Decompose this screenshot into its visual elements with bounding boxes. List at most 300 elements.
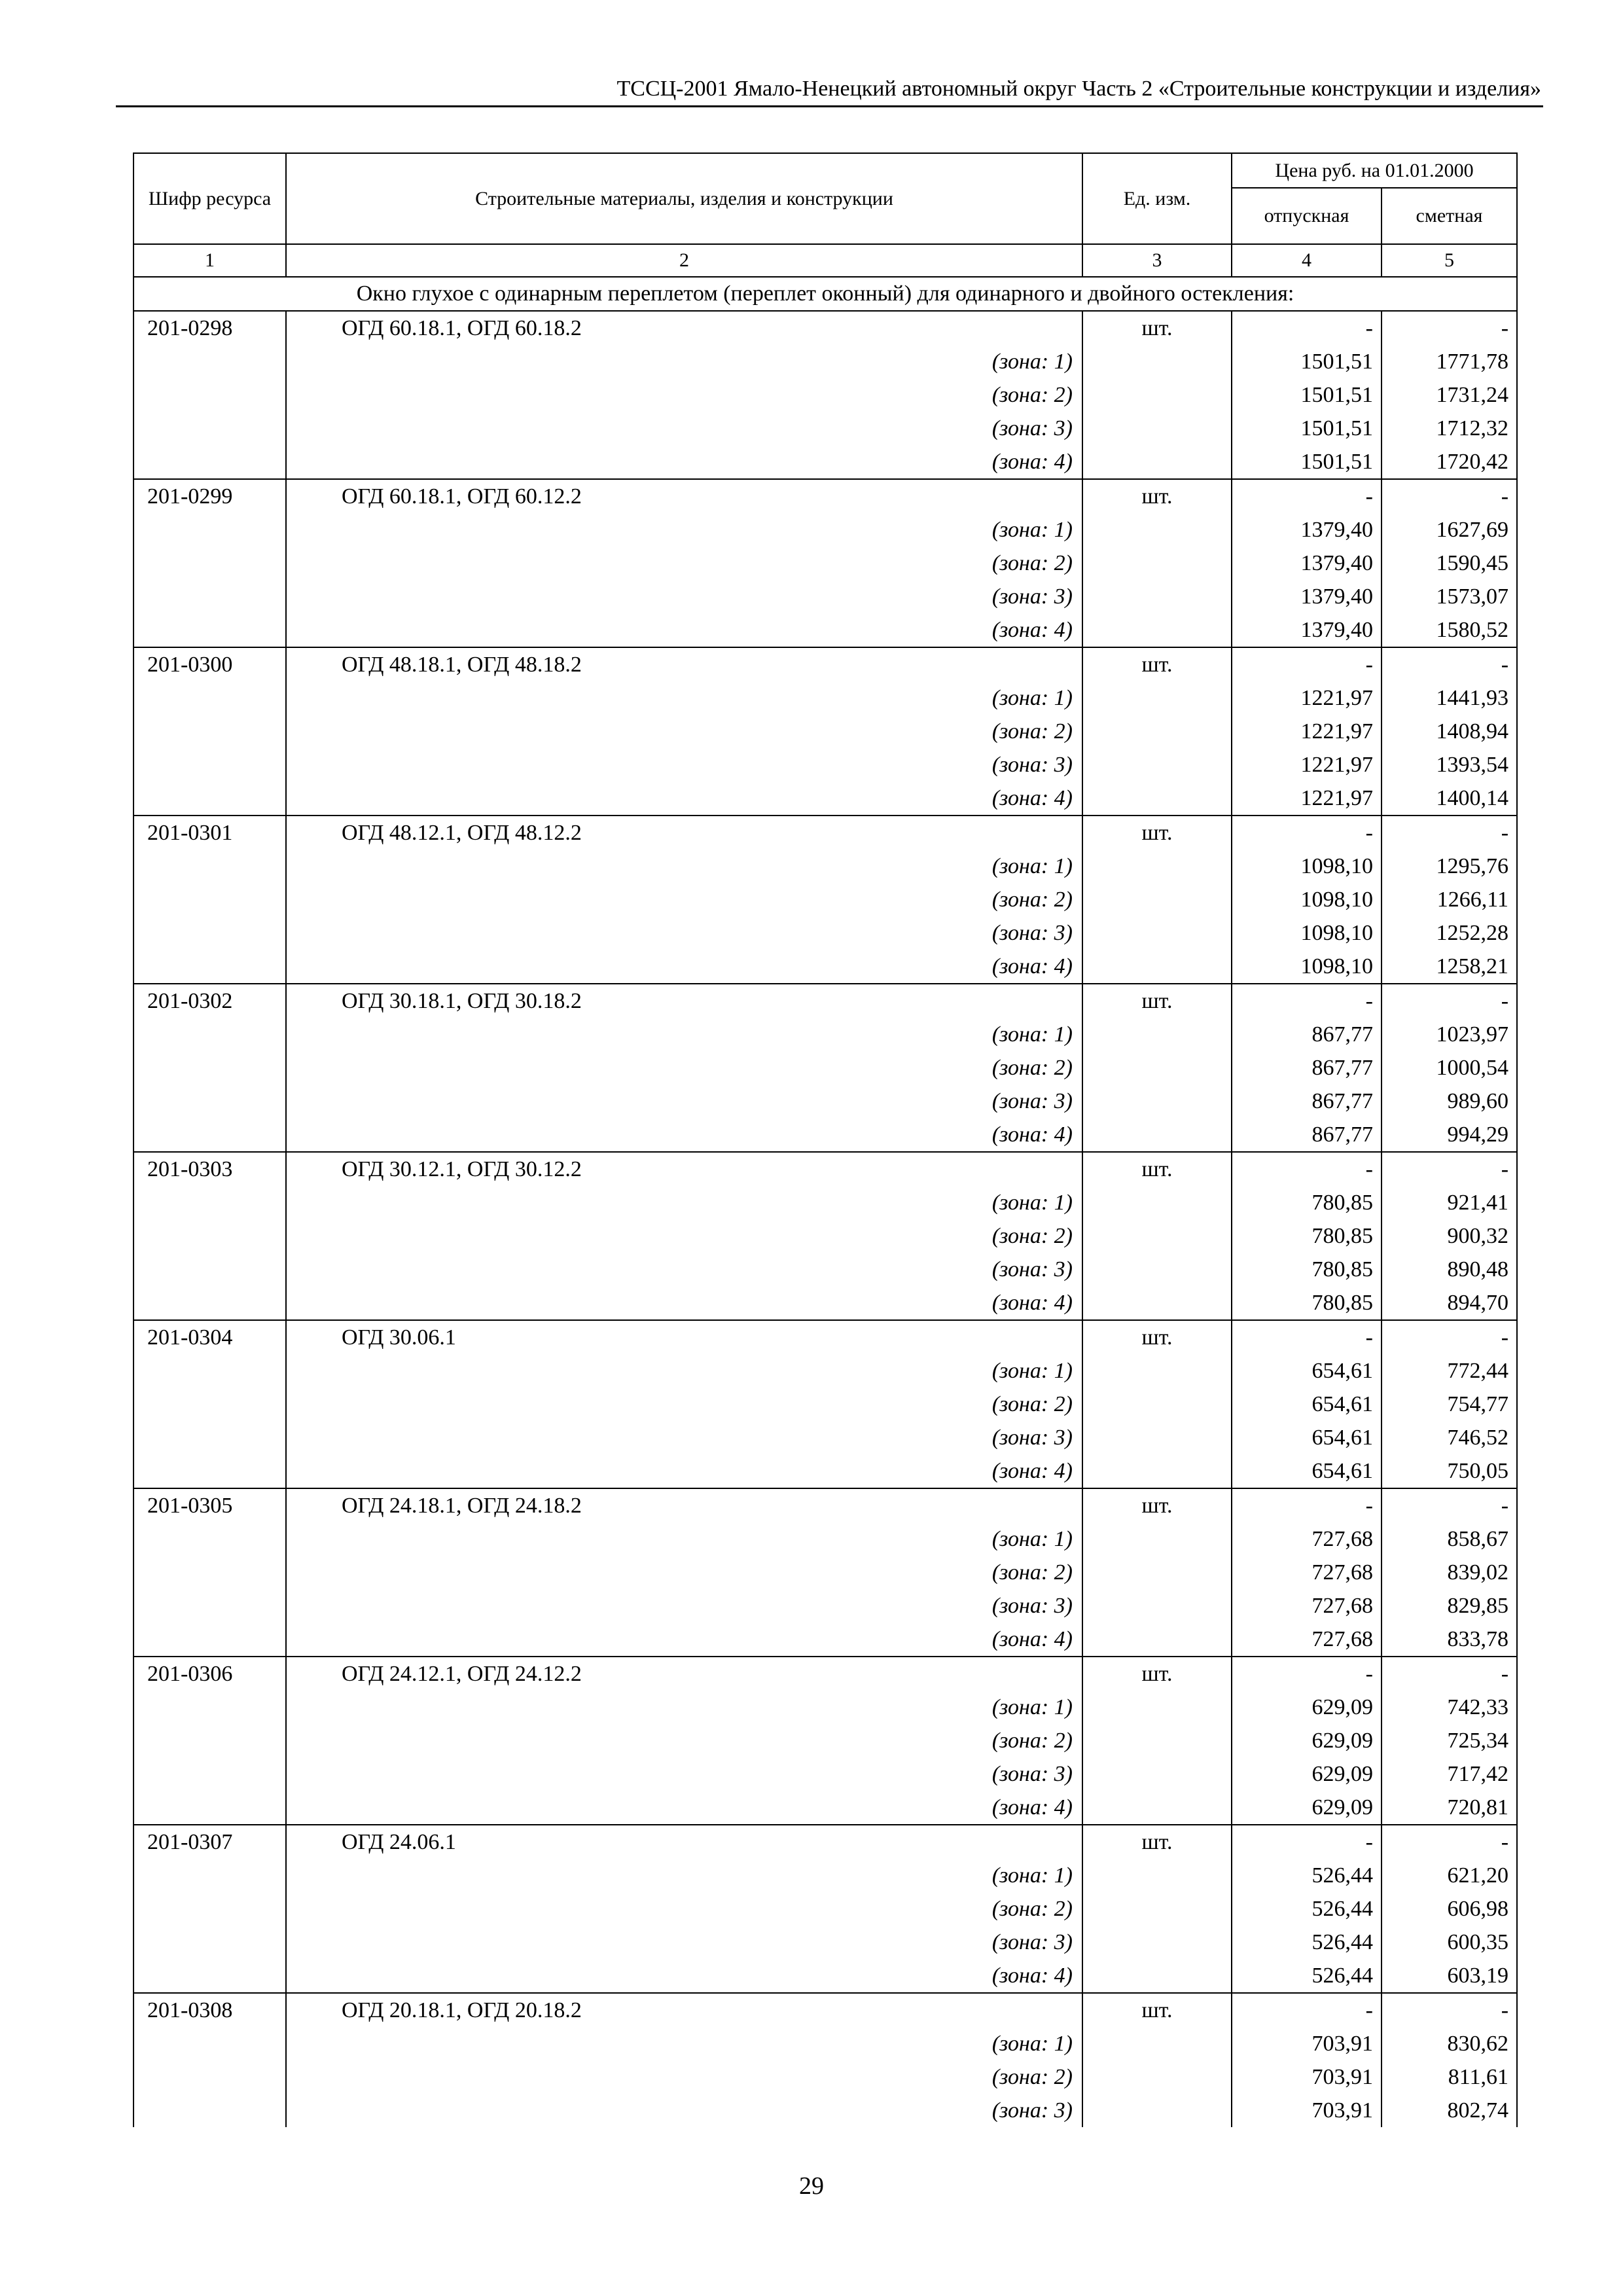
zone-release-price: 1501,51 [1232,378,1382,412]
zone-estimate-price: 717,42 [1382,1757,1517,1791]
resource-row [134,311,1517,345]
zone-row [134,2094,1517,2127]
empty-cell [1082,1118,1232,1152]
zone-estimate-price: 921,41 [1382,1186,1517,1219]
zone-label: (зона: 3) [286,1926,1082,1959]
release-price: - [1232,1993,1382,2027]
estimate-price: - [1382,1152,1517,1186]
zone-label: (зона: 4) [286,1791,1082,1825]
zone-estimate-price: 1408,94 [1382,715,1517,748]
empty-cell [134,850,286,883]
price-table [133,152,1518,2127]
resource-row [134,816,1517,850]
empty-cell [134,1859,286,1892]
zone-row [134,580,1517,613]
resource-row [134,1825,1517,1859]
zone-label: (зона: 2) [286,547,1082,580]
resource-code: 201-0305 [134,1488,286,1522]
empty-cell [134,1724,286,1757]
resource-name: ОГД 30.12.1, ОГД 30.12.2 [286,1152,1082,1186]
zone-estimate-price: 1573,07 [1382,580,1517,613]
resource-name: ОГД 24.06.1 [286,1825,1082,1859]
empty-cell [1082,681,1232,715]
zone-estimate-price: 802,74 [1382,2094,1517,2127]
zone-label: (зона: 3) [286,748,1082,781]
empty-cell [1082,547,1232,580]
empty-cell [134,412,286,445]
empty-cell [134,1589,286,1623]
empty-cell [134,547,286,580]
zone-release-price: 1098,10 [1232,916,1382,950]
release-price: - [1232,1825,1382,1859]
page-number: 29 [799,2172,824,2200]
zone-release-price: 727,68 [1232,1623,1382,1657]
zone-label: (зона: 1) [286,1018,1082,1051]
column-header-materials: Строительные материалы, изделия и конструкции [286,153,1082,244]
empty-cell [1082,1388,1232,1421]
resource-name: ОГД 60.18.1, ОГД 60.12.2 [286,479,1082,513]
resource-unit: шт. [1082,1152,1232,1186]
zone-release-price: 1098,10 [1232,950,1382,984]
zone-label: (зона: 1) [286,1522,1082,1556]
zone-label: (зона: 1) [286,681,1082,715]
empty-cell [134,681,286,715]
resource-unit: шт. [1082,479,1232,513]
empty-cell [134,950,286,984]
empty-cell [134,916,286,950]
zone-release-price: 526,44 [1232,1892,1382,1926]
release-price: - [1232,1657,1382,1691]
zone-row [134,1421,1517,1454]
release-price: - [1232,1152,1382,1186]
empty-cell [1082,1757,1232,1791]
zone-estimate-price: 1393,54 [1382,748,1517,781]
zone-release-price: 1501,51 [1232,412,1382,445]
empty-cell [1082,1286,1232,1320]
empty-cell [1082,1724,1232,1757]
zone-row [134,345,1517,378]
zone-release-price: 727,68 [1232,1556,1382,1589]
zone-release-price: 867,77 [1232,1018,1382,1051]
zone-row [134,1859,1517,1892]
zone-release-price: 1221,97 [1232,748,1382,781]
zone-row [134,1959,1517,1993]
zone-release-price: 727,68 [1232,1589,1382,1623]
resource-code: 201-0300 [134,647,286,681]
empty-cell [1082,2094,1232,2127]
price-table-header [134,153,1517,244]
empty-cell [134,1421,286,1454]
column-header-release-price: отпускная [1232,188,1382,244]
release-price: - [1232,1320,1382,1354]
empty-cell [134,1118,286,1152]
resource-code: 201-0302 [134,984,286,1018]
empty-cell [1082,883,1232,916]
empty-cell [134,2060,286,2094]
zone-label: (зона: 3) [286,412,1082,445]
zone-release-price: 780,85 [1232,1253,1382,1286]
zone-estimate-price: 606,98 [1382,1892,1517,1926]
zone-release-price: 727,68 [1232,1522,1382,1556]
empty-cell [134,1522,286,1556]
zone-label: (зона: 1) [286,1186,1082,1219]
zone-estimate-price: 746,52 [1382,1421,1517,1454]
empty-cell [134,781,286,816]
column-header-code: Шифр ресурса [134,153,286,244]
zone-estimate-price: 1266,11 [1382,883,1517,916]
empty-cell [134,883,286,916]
empty-cell [1082,1051,1232,1085]
zone-estimate-price: 839,02 [1382,1556,1517,1589]
zone-label: (зона: 1) [286,1354,1082,1388]
zone-label: (зона: 1) [286,345,1082,378]
zone-row [134,1118,1517,1152]
resource-code: 201-0301 [134,816,286,850]
zone-release-price: 629,09 [1232,1691,1382,1724]
group-title: Окно глухое с одинарным переплетом (переплет оконный) для одинарного и двойного остекления: [134,277,1517,311]
zone-row [134,513,1517,547]
empty-cell [1082,445,1232,479]
empty-cell [1082,1018,1232,1051]
zone-estimate-price: 811,61 [1382,2060,1517,2094]
zone-label: (зона: 4) [286,1623,1082,1657]
zone-label: (зона: 2) [286,1388,1082,1421]
zone-row [134,2027,1517,2060]
release-price: - [1232,311,1382,345]
zone-row [134,715,1517,748]
empty-cell [1082,412,1232,445]
group-title-row [134,277,1517,311]
zone-estimate-price: 890,48 [1382,1253,1517,1286]
column-number: 3 [1082,244,1232,277]
resource-unit: шт. [1082,311,1232,345]
estimate-price: - [1382,311,1517,345]
zone-label: (зона: 2) [286,1724,1082,1757]
zone-label: (зона: 2) [286,883,1082,916]
zone-release-price: 867,77 [1232,1051,1382,1085]
empty-cell [134,715,286,748]
zone-release-price: 1379,40 [1232,580,1382,613]
estimate-price: - [1382,1320,1517,1354]
price-table-body [134,244,1517,2127]
zone-release-price: 867,77 [1232,1118,1382,1152]
zone-row [134,1286,1517,1320]
zone-row [134,1791,1517,1825]
resource-name: ОГД 60.18.1, ОГД 60.18.2 [286,311,1082,345]
release-price: - [1232,984,1382,1018]
zone-label: (зона: 2) [286,1219,1082,1253]
empty-cell [1082,1556,1232,1589]
zone-estimate-price: 1731,24 [1382,378,1517,412]
empty-cell [134,1556,286,1589]
zone-estimate-price: 858,67 [1382,1522,1517,1556]
zone-row [134,1051,1517,1085]
empty-cell [1082,715,1232,748]
zone-row [134,950,1517,984]
resource-name: ОГД 48.18.1, ОГД 48.18.2 [286,647,1082,681]
resource-row [134,1152,1517,1186]
release-price: - [1232,647,1382,681]
zone-estimate-price: 1000,54 [1382,1051,1517,1085]
resource-code: 201-0303 [134,1152,286,1186]
empty-cell [1082,1454,1232,1488]
empty-cell [1082,1859,1232,1892]
empty-cell [134,1018,286,1051]
zone-label: (зона: 4) [286,1454,1082,1488]
zone-label: (зона: 1) [286,1691,1082,1724]
zone-estimate-price: 1580,52 [1382,613,1517,647]
empty-cell [1082,1522,1232,1556]
resource-code: 201-0306 [134,1657,286,1691]
empty-cell [1082,1791,1232,1825]
empty-cell [134,1691,286,1724]
zone-release-price: 629,09 [1232,1757,1382,1791]
zone-estimate-price: 1712,32 [1382,412,1517,445]
empty-cell [1082,1959,1232,1993]
empty-cell [134,345,286,378]
resource-unit: шт. [1082,816,1232,850]
zone-estimate-price: 1400,14 [1382,781,1517,816]
resource-row [134,479,1517,513]
zone-estimate-price: 621,20 [1382,1859,1517,1892]
column-number-row [134,244,1517,277]
zone-row [134,850,1517,883]
resource-name: ОГД 30.06.1 [286,1320,1082,1354]
document-header-title: ТССЦ-2001 Ямало-Ненецкий автономный округ Часть 2 «Строительные конструкции и изделия» [616,77,1541,101]
empty-cell [1082,2060,1232,2094]
column-number: 1 [134,244,286,277]
zone-release-price: 654,61 [1232,1388,1382,1421]
empty-cell [134,1219,286,1253]
zone-row [134,1691,1517,1724]
zone-release-price: 526,44 [1232,1959,1382,1993]
zone-label: (зона: 1) [286,2027,1082,2060]
zone-release-price: 1379,40 [1232,613,1382,647]
estimate-price: - [1382,816,1517,850]
zone-row [134,445,1517,479]
empty-cell [1082,748,1232,781]
zone-estimate-price: 829,85 [1382,1589,1517,1623]
zone-label: (зона: 3) [286,1085,1082,1118]
empty-cell [134,1085,286,1118]
empty-cell [134,1959,286,1993]
zone-release-price: 780,85 [1232,1219,1382,1253]
release-price: - [1232,816,1382,850]
empty-cell [134,378,286,412]
empty-cell [134,2094,286,2127]
column-header-estimate-price: сметная [1382,188,1517,244]
zone-estimate-price: 725,34 [1382,1724,1517,1757]
zone-row [134,681,1517,715]
zone-row [134,1556,1517,1589]
empty-cell [1082,378,1232,412]
zone-row [134,1623,1517,1657]
empty-cell [1082,1892,1232,1926]
zone-release-price: 526,44 [1232,1859,1382,1892]
zone-estimate-price: 772,44 [1382,1354,1517,1388]
zone-label: (зона: 4) [286,613,1082,647]
zone-row [134,1219,1517,1253]
zone-estimate-price: 1295,76 [1382,850,1517,883]
zone-release-price: 526,44 [1232,1926,1382,1959]
zone-release-price: 867,77 [1232,1085,1382,1118]
zone-label: (зона: 3) [286,580,1082,613]
zone-release-price: 1221,97 [1232,781,1382,816]
empty-cell [134,748,286,781]
empty-cell [134,1926,286,1959]
zone-label: (зона: 3) [286,2094,1082,2127]
empty-cell [134,1354,286,1388]
zone-row [134,1522,1517,1556]
zone-estimate-price: 989,60 [1382,1085,1517,1118]
empty-cell [1082,1926,1232,1959]
zone-row [134,2060,1517,2094]
zone-estimate-price: 1720,42 [1382,445,1517,479]
zone-label: (зона: 3) [286,1253,1082,1286]
empty-cell [134,1253,286,1286]
zone-release-price: 703,91 [1232,2094,1382,2127]
zone-row [134,613,1517,647]
zone-release-price: 654,61 [1232,1421,1382,1454]
zone-label: (зона: 2) [286,378,1082,412]
zone-row [134,547,1517,580]
zone-estimate-price: 833,78 [1382,1623,1517,1657]
empty-cell [1082,345,1232,378]
zone-release-price: 654,61 [1232,1354,1382,1388]
empty-cell [1082,1691,1232,1724]
zone-release-price: 629,09 [1232,1791,1382,1825]
zone-row [134,1253,1517,1286]
resource-row [134,984,1517,1018]
zone-row [134,781,1517,816]
zone-release-price: 780,85 [1232,1186,1382,1219]
zone-label: (зона: 3) [286,916,1082,950]
empty-cell [1082,916,1232,950]
zone-label: (зона: 4) [286,781,1082,816]
resource-code: 201-0307 [134,1825,286,1859]
zone-row [134,1589,1517,1623]
resource-code: 201-0299 [134,479,286,513]
zone-row [134,1085,1517,1118]
column-number: 4 [1232,244,1382,277]
zone-estimate-price: 994,29 [1382,1118,1517,1152]
resource-row [134,1488,1517,1522]
release-price: - [1232,1488,1382,1522]
zone-row [134,1186,1517,1219]
zone-release-price: 703,91 [1232,2060,1382,2094]
zone-estimate-price: 750,05 [1382,1454,1517,1488]
resource-row [134,1320,1517,1354]
zone-estimate-price: 1627,69 [1382,513,1517,547]
zone-row [134,1757,1517,1791]
empty-cell [1082,613,1232,647]
resource-row [134,1657,1517,1691]
empty-cell [134,580,286,613]
column-number: 2 [286,244,1082,277]
empty-cell [134,513,286,547]
zone-row [134,1724,1517,1757]
zone-estimate-price: 1441,93 [1382,681,1517,715]
resource-row [134,647,1517,681]
resource-name: ОГД 30.18.1, ОГД 30.18.2 [286,984,1082,1018]
empty-cell [1082,781,1232,816]
estimate-price: - [1382,1488,1517,1522]
zone-estimate-price: 894,70 [1382,1286,1517,1320]
resource-name: ОГД 24.18.1, ОГД 24.18.2 [286,1488,1082,1522]
empty-cell [1082,1589,1232,1623]
zone-release-price: 1098,10 [1232,883,1382,916]
zone-label: (зона: 1) [286,850,1082,883]
empty-cell [134,2027,286,2060]
zone-label: (зона: 1) [286,1859,1082,1892]
column-header-price: Цена руб. на 01.01.2000 [1232,153,1517,188]
empty-cell [1082,950,1232,984]
estimate-price: - [1382,647,1517,681]
zone-row [134,1454,1517,1488]
zone-row [134,916,1517,950]
zone-label: (зона: 2) [286,1556,1082,1589]
zone-release-price: 1221,97 [1232,715,1382,748]
zone-release-price: 1098,10 [1232,850,1382,883]
resource-code: 201-0304 [134,1320,286,1354]
resource-unit: шт. [1082,1657,1232,1691]
zone-release-price: 703,91 [1232,2027,1382,2060]
zone-estimate-price: 1252,28 [1382,916,1517,950]
zone-label: (зона: 3) [286,1757,1082,1791]
resource-unit: шт. [1082,1320,1232,1354]
estimate-price: - [1382,984,1517,1018]
empty-cell [1082,580,1232,613]
zone-release-price: 1379,40 [1232,513,1382,547]
empty-cell [134,1892,286,1926]
empty-cell [134,613,286,647]
zone-release-price: 1501,51 [1232,445,1382,479]
zone-label: (зона: 2) [286,1051,1082,1085]
zone-estimate-price: 1771,78 [1382,345,1517,378]
zone-row [134,412,1517,445]
empty-cell [134,1757,286,1791]
estimate-price: - [1382,1657,1517,1691]
resource-name: ОГД 48.12.1, ОГД 48.12.2 [286,816,1082,850]
resource-unit: шт. [1082,647,1232,681]
zone-release-price: 654,61 [1232,1454,1382,1488]
zone-release-price: 629,09 [1232,1724,1382,1757]
resource-code: 201-0308 [134,1993,286,2027]
empty-cell [134,1388,286,1421]
empty-cell [1082,1421,1232,1454]
empty-cell [1082,1354,1232,1388]
zone-label: (зона: 3) [286,1421,1082,1454]
empty-cell [134,1286,286,1320]
zone-row [134,378,1517,412]
zone-label: (зона: 4) [286,1118,1082,1152]
zone-estimate-price: 1590,45 [1382,547,1517,580]
resource-unit: шт. [1082,1488,1232,1522]
empty-cell [134,1186,286,1219]
zone-row [134,1388,1517,1421]
empty-cell [1082,1219,1232,1253]
zone-label: (зона: 2) [286,1892,1082,1926]
estimate-price: - [1382,479,1517,513]
zone-label: (зона: 3) [286,1589,1082,1623]
zone-estimate-price: 603,19 [1382,1959,1517,1993]
empty-cell [134,445,286,479]
resource-unit: шт. [1082,1993,1232,2027]
zone-label: (зона: 4) [286,1286,1082,1320]
zone-release-price: 780,85 [1232,1286,1382,1320]
zone-estimate-price: 742,33 [1382,1691,1517,1724]
zone-row [134,1926,1517,1959]
